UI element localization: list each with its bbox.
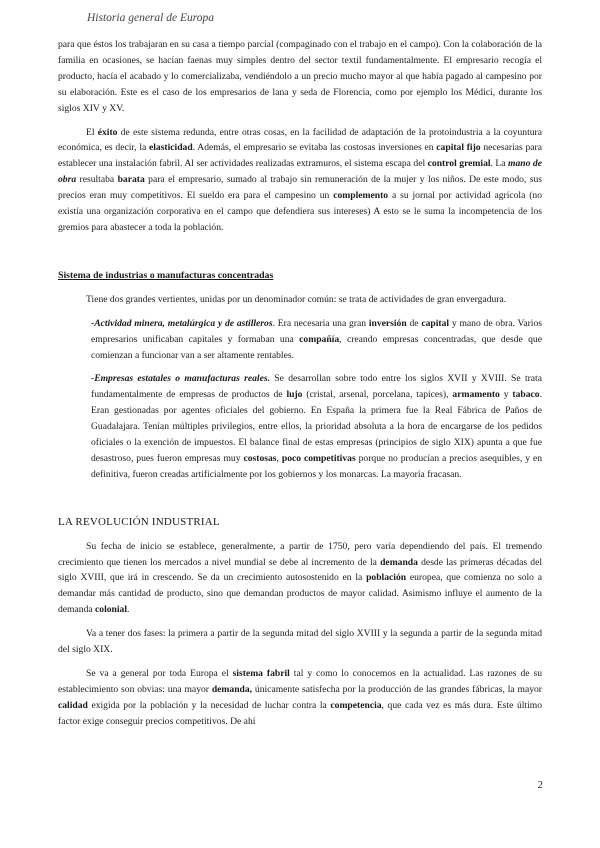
item2-segment: poco competitivas <box>281 452 356 464</box>
para6-segment: calidad <box>58 699 88 711</box>
para6-segment: , que cada vez es más dura. Este último factor exige conseguir precios competitivos. De ahí <box>58 699 542 727</box>
item1-segment: . Era necesaria una gran <box>272 317 369 329</box>
item2-segment: , <box>276 452 282 464</box>
para4-segment: . <box>127 604 130 616</box>
paragraph-vertientes <box>58 292 542 308</box>
para6-segment: exigida por la población y la necesidad de luchar contra la <box>87 699 331 711</box>
para5-segment: Va a tener dos fases: la primera a partir de la segunda mitad del siglo XVIII y la segunda a partir de la segunda mitad del siglo XIX. <box>58 628 542 656</box>
list-item-mineria <box>91 316 542 364</box>
item2-segment: tabaco <box>512 389 540 401</box>
running-header: Historia general de Europa <box>87 12 215 24</box>
para4-segment: europea, que comienza no solo a demandar más cantidad de producto, sino que demandan productos de mayor calidad. Asimismo influye el aumento de la demanda <box>58 572 542 616</box>
para2-segment: éxito <box>97 126 118 138</box>
chapter-title-revolucion: LA REVOLUCIÓN INDUSTRIAL <box>58 515 220 528</box>
section-title-manufacturas: Sistema de industrias o manufacturas concentradas <box>58 269 274 281</box>
para2-segment: de este sistema redunda, entre otras cosas, en la facilidad de adaptación de la protoindustria a la coyuntura económica, es decir, la <box>58 126 542 154</box>
para2-segment: para el empresario, sumado al trabajo sin remuneración de la mujer y los niños. De este modo, sus precios eran muy competitivos. El sueldo era para el campesino un <box>58 174 542 202</box>
para6-segment: tal y como lo conocemos en la actualidad. Las razones de su establecimiento son obvias: una mayor <box>58 668 542 695</box>
para2-segment: necesarias para establecer una instalación fabril. Al ser actividades realizadas extramuros, el sistema escapa del <box>58 142 542 170</box>
para6-segment: competencia <box>330 699 382 711</box>
item1-segment: -Actividad minera, metalúrgica y de astilleros <box>91 317 273 329</box>
para2-segment: . Además, el empresario se evitaba las costosas inversiones en <box>192 142 437 154</box>
item2-segment: -Empresas estatales o manufacturas reales. <box>91 373 270 385</box>
item2-segment: Se desarrollan sobre todo entre los siglos XVII y XVIII. Se trata fundamentalmente de empresas de productos de <box>91 373 542 401</box>
item2-segment: . Eran gestionadas por agentes oficiales del gobierno. En España la primera fue la Real Fábrica de Paños de Guadalajara. Tenían múltiples privilegios, entre ellos, la prioridad absoluta a la hora de encargarse de los pedidos oficiales o la exención de impuestos. El balance final de estas empresas (principios de siglo XIX) apunta a que fue desastroso, pues fueron empresas muy <box>91 389 542 464</box>
para6-segment: únicamente satisfecha por la producción de las grandes fábricas, la mayor <box>252 683 542 695</box>
para2-segment: resultaba <box>76 174 118 186</box>
list-item-empresas-estatales <box>91 371 542 482</box>
item2-segment: costosas <box>243 452 277 464</box>
para4-segment: colonial <box>95 604 128 616</box>
para2-segment: elasticidad <box>148 142 193 154</box>
page-number: 2 <box>537 779 543 791</box>
item1-segment: compañía <box>299 333 340 345</box>
item2-segment: lujo <box>286 389 303 401</box>
para1-segment: para que éstos los trabajaran en su casa a tiempo parcial (compaginado con el trabajo en el campo). Con la colaboración de la familia en ocasiones, se hacían faenas muy simples dentro del sector textil fundamentalmente. El empresario recogía el producto, hacía el acabado y lo comercializaba, vendiéndolo a un precio mucho mayor al que había pagado al campesino por su elaboración. Este es el caso de los empresarios de lana y seda de Florencia, como por ejemplo los Médici, durante los siglos XIV y XV. <box>58 39 542 114</box>
paragraph-putting-out <box>58 37 542 117</box>
item1-segment: de <box>406 317 422 329</box>
item2-segment: (cristal, arsenal, porcelana, tapices), <box>302 389 453 401</box>
paragraph-sistema-fabril <box>58 666 542 730</box>
paragraph-fases <box>58 626 542 658</box>
para2-segment: a su jornal por actividad agrícola (no existía una organización corporativa en el campo que defendiera sus intereses) A esto se le suma la incompetencia de los gremios para abastecer a toda la población. <box>58 190 542 233</box>
item1-segment: y mano de obra. Varios empresarios unificaban capitales y formaban una <box>91 317 542 345</box>
item2-segment: y <box>499 389 513 401</box>
para2-segment: complemento <box>333 190 389 202</box>
para6-segment: sistema fabril <box>232 668 290 679</box>
para3-segment: Tiene dos grandes vertientes, unidas por un denominador común: se trata de actividades de gran envergadura. <box>86 293 507 305</box>
item2-segment: porque no producían a precios asequibles, y en definitiva, fueron creadas artificialmente por los gobiernos y los monarcas. La mayoría fracasan. <box>91 452 543 480</box>
item1-segment: , creando empresas concentradas, que desde que comienzan a funcionar van a ser altamente rentables. <box>91 333 542 361</box>
para4-segment: desde las primeras décadas del siglo XVIII, que irá in crescendo. Se da un crecimiento autosostenido en la <box>58 556 542 584</box>
para2-segment: . La <box>490 158 509 170</box>
item2-segment: armamento <box>452 389 500 401</box>
para2-segment: control gremial <box>427 158 491 170</box>
paragraph-fecha-inicio <box>58 539 542 619</box>
paragraph-exito-sistema <box>58 125 542 236</box>
para4-segment: demanda <box>380 556 418 568</box>
para2-segment: El <box>86 126 98 138</box>
item1-segment: capital <box>421 317 450 329</box>
para4-segment: población <box>366 572 407 584</box>
para4-segment: Su fecha de inicio se establece, generalmente, a partir de 1750, pero varía dependiendo del país. El tremendo crecimiento que tienen los mercados a nivel mundial se debe al incremento de la <box>58 540 542 568</box>
item1-segment: inversión <box>368 317 407 329</box>
para6-segment: Se va a general por toda Europa el <box>86 668 233 679</box>
para6-segment: demanda, <box>211 683 253 695</box>
para2-segment: mano de obra <box>58 158 542 186</box>
document-body <box>58 37 542 730</box>
para2-segment: capital fijo <box>436 142 481 154</box>
para2-segment: barata <box>117 174 145 186</box>
